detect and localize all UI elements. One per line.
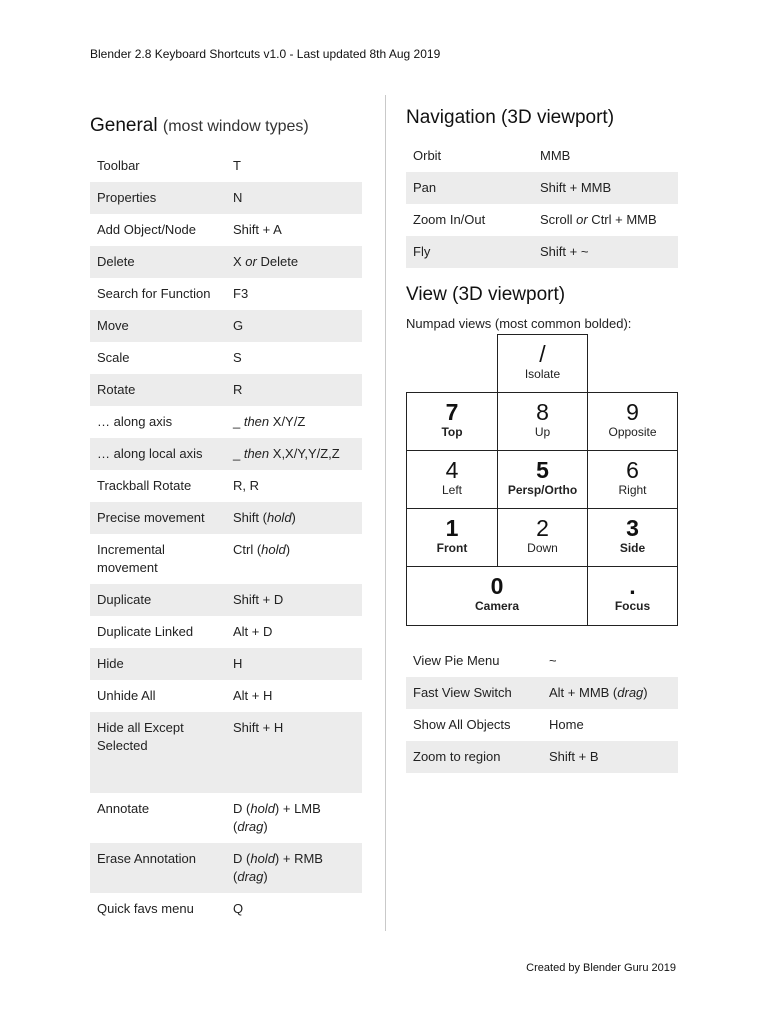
shortcut-key [226, 534, 362, 584]
shortcut-action: … along local axis [90, 438, 226, 470]
shortcut-key: Q [233, 901, 244, 916]
key-text: Scroll [540, 212, 577, 227]
numpad-key-7 [406, 392, 498, 451]
table-row [90, 374, 362, 406]
key-text: ) + RMB ( [233, 851, 323, 884]
table-row [90, 534, 362, 584]
key-text: X,X/Y,Y/Z,Z [269, 446, 340, 461]
numpad-key-number: 0 [490, 573, 504, 599]
shortcut-action: Annotate [97, 801, 150, 816]
numpad-key-label: Opposite [608, 425, 657, 439]
table-row [90, 584, 362, 616]
shortcut-key: Shift + A [233, 222, 282, 237]
shortcut-action: Precise movement [90, 502, 226, 534]
shortcut-action: Hide [90, 648, 226, 680]
shortcut-key: Alt + D [233, 624, 273, 639]
shortcut-action: Orbit [413, 148, 442, 163]
shortcut-action: Hide all Except Selected [90, 712, 226, 793]
shortcut-action: Pan [406, 172, 533, 204]
numpad-key-label: Down [527, 541, 558, 555]
key-text: Alt + MMB ( [549, 685, 618, 700]
numpad-key-8 [497, 392, 588, 451]
shortcut-key: G [226, 310, 362, 342]
key-text: X/Y/Z [269, 414, 306, 429]
numpad-key-0 [406, 566, 588, 626]
key-text: X [233, 254, 246, 269]
key-text: ) + LMB ( [233, 801, 321, 834]
shortcut-action: … along axis [97, 414, 173, 429]
table-row [406, 140, 678, 172]
numpad-key-number: . [629, 573, 636, 599]
key-text: _ [233, 446, 244, 461]
numpad-key-1 [406, 508, 498, 567]
numpad-key-number: 8 [536, 399, 549, 425]
numpad-key-label: Left [441, 483, 462, 497]
shortcut-action: Add Object/Node [97, 222, 197, 237]
key-text: Shift ( [233, 510, 267, 525]
shortcut-action: Properties [90, 182, 226, 214]
table-row [90, 502, 362, 534]
shortcut-key [226, 246, 362, 278]
key-italic: hold [250, 851, 275, 866]
table-row [90, 150, 362, 182]
key-italic: drag [237, 869, 264, 884]
table-row [406, 204, 678, 236]
document-header: Blender 2.8 Keyboard Shortcuts v1.0 - Last updated 8th Aug 2019 [90, 47, 441, 61]
key-italic: or [576, 212, 588, 227]
table-row [90, 214, 362, 246]
shortcut-key: N [226, 182, 362, 214]
key-text: Ctrl + MMB [587, 212, 657, 227]
key-text: ) [285, 542, 291, 557]
numpad-key-number: 1 [445, 515, 459, 541]
numpad-key-number: 7 [445, 399, 459, 425]
shortcut-action: Fast View Switch [406, 677, 542, 709]
shortcut-key: S [233, 350, 242, 365]
shortcut-key [226, 406, 362, 438]
table-row [90, 680, 362, 712]
shortcut-key: Shift + B [542, 741, 678, 773]
key-italic: hold [250, 801, 275, 816]
shortcut-key: Home [549, 717, 584, 732]
shortcut-key: Alt + H [233, 688, 273, 703]
numpad-key-label: Top [441, 425, 463, 439]
key-text: Delete [256, 254, 299, 269]
numpad-key-number: 5 [536, 457, 549, 483]
table-row [90, 616, 362, 648]
shortcut-action: Toolbar [97, 158, 140, 173]
numpad-key-number: / [539, 341, 546, 367]
numpad-diagram [406, 334, 678, 626]
navigation-title: Navigation (3D viewport) [406, 107, 615, 128]
key-text: Ctrl ( [233, 542, 262, 557]
numpad-key-dot [587, 566, 678, 626]
key-text: _ [233, 414, 244, 429]
shortcut-key [542, 677, 678, 709]
key-text: D ( [233, 851, 251, 866]
column-divider [385, 95, 386, 931]
table-row [90, 470, 362, 502]
numpad-key-number: 3 [626, 515, 639, 541]
shortcut-action: View Pie Menu [413, 653, 500, 668]
general-title: General [90, 115, 158, 136]
shortcut-action: Erase Annotation [90, 843, 226, 893]
table-row [90, 893, 362, 925]
document-footer: Created by Blender Guru 2019 [526, 962, 676, 974]
shortcut-key: T [233, 158, 241, 173]
shortcut-action: Move [90, 310, 226, 342]
table-row [406, 741, 678, 773]
key-text: ) [263, 819, 268, 834]
shortcut-action: Delete [90, 246, 226, 278]
shortcut-key: ~ [549, 653, 557, 668]
numpad-key-5 [497, 450, 588, 509]
shortcut-action: Unhide All [97, 688, 156, 703]
right-column [406, 107, 678, 773]
numpad-key-label: Right [618, 483, 647, 497]
numpad-key-number: 6 [626, 457, 639, 483]
table-row [90, 406, 362, 438]
shortcut-key: Shift + MMB [533, 172, 678, 204]
shortcut-key: Shift + D [226, 584, 362, 616]
view-shortcut-table [406, 645, 678, 773]
shortcut-action: Search for Function [97, 286, 211, 301]
shortcut-action: Rotate [90, 374, 226, 406]
numpad-key-label: Front [436, 541, 468, 555]
table-row [406, 677, 678, 709]
numpad-key-label: Up [534, 425, 551, 439]
general-heading [90, 115, 362, 137]
shortcut-action: Incremental movement [97, 542, 165, 575]
numpad-key-2 [497, 508, 588, 567]
key-italic: drag [617, 685, 644, 700]
numpad-key-label: Isolate [524, 367, 561, 381]
table-row [406, 709, 678, 741]
table-row [90, 278, 362, 310]
shortcut-key [226, 843, 362, 893]
numpad-key-number: 9 [626, 399, 639, 425]
shortcut-action: Zoom to region [406, 741, 542, 773]
shortcut-action: Duplicate [90, 584, 226, 616]
navigation-shortcut-table [406, 140, 678, 268]
table-row [90, 843, 362, 893]
table-row [90, 310, 362, 342]
shortcut-key: MMB [540, 148, 571, 163]
shortcut-key: Shift + ~ [533, 236, 678, 268]
key-italic: or [245, 254, 257, 269]
key-text: D ( [233, 801, 251, 816]
numpad-key-label: Persp/Ortho [507, 483, 578, 497]
table-row [90, 342, 362, 374]
general-section [90, 115, 362, 925]
shortcut-action: Trackball Rotate [97, 478, 192, 493]
numpad-key-slash [497, 334, 588, 393]
numpad-key-9 [587, 392, 678, 451]
shortcut-key: R [226, 374, 362, 406]
general-subtitle: (most window types) [162, 118, 309, 135]
key-italic: hold [266, 510, 292, 525]
key-text: ) [643, 685, 648, 700]
numpad-key-3 [587, 508, 678, 567]
key-italic: then [243, 446, 270, 461]
table-row [90, 438, 362, 470]
shortcut-action: Fly [406, 236, 533, 268]
numpad-key-6 [587, 450, 678, 509]
key-italic: drag [237, 819, 264, 834]
shortcut-key: H [226, 648, 362, 680]
shortcut-action: Zoom In/Out [413, 212, 486, 227]
numpad-key-label: Camera [474, 599, 520, 613]
shortcut-key [226, 438, 362, 470]
shortcut-action: Duplicate Linked [97, 624, 194, 639]
shortcut-key: Shift + H [226, 712, 362, 793]
shortcut-key [533, 204, 678, 236]
table-row [406, 172, 678, 204]
table-row [90, 246, 362, 278]
shortcut-key: F3 [233, 286, 249, 301]
numpad-key-4 [406, 450, 498, 509]
table-row [90, 712, 362, 793]
numpad-caption: Numpad views (most common bolded): [406, 316, 632, 331]
table-row [90, 793, 362, 843]
numpad-key-number: 2 [536, 515, 549, 541]
numpad-key-label: Side [619, 541, 646, 555]
table-row [90, 182, 362, 214]
numpad-key-label: Focus [614, 599, 651, 613]
table-row [406, 236, 678, 268]
shortcut-key [226, 793, 362, 843]
key-italic: then [243, 414, 270, 429]
key-text: ) [263, 869, 268, 884]
shortcut-action: Show All Objects [413, 717, 511, 732]
numpad-key-number: 4 [445, 457, 459, 483]
general-shortcut-table [90, 150, 362, 925]
shortcut-action: Scale [97, 350, 130, 365]
table-row [90, 648, 362, 680]
shortcut-action: Quick favs menu [97, 901, 194, 916]
view-title: View (3D viewport) [406, 284, 566, 305]
key-italic: hold [261, 542, 286, 557]
table-row [406, 645, 678, 677]
shortcut-key: R, R [233, 478, 259, 493]
shortcut-key [226, 502, 362, 534]
key-text: ) [291, 510, 296, 525]
